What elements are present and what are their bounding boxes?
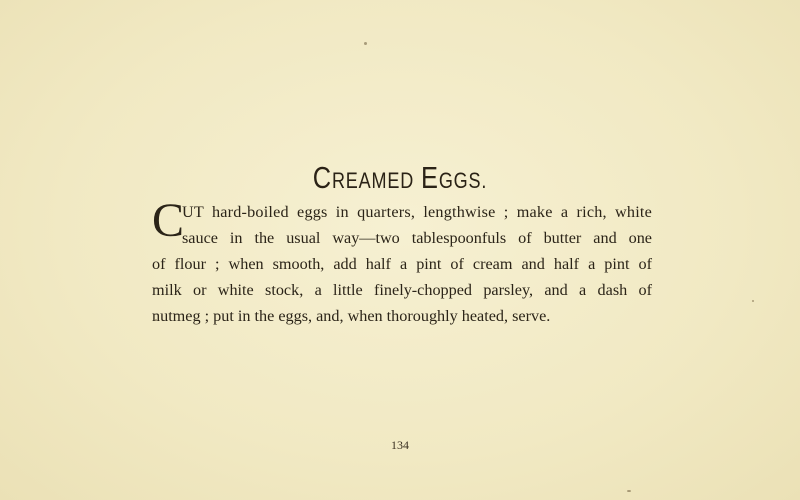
text-line: milk or white stock, a little finely-chopped parsley, and a dash of: [152, 281, 652, 299]
title-initial: E: [421, 160, 439, 195]
paper-speck: [364, 42, 367, 45]
text-line: UT hard-boiled eggs in quarters, lengthwise ; make a rich, white: [182, 203, 652, 221]
title-initial: C: [312, 160, 332, 195]
text-line: nutmeg ; put in the eggs, and, when thoroughly heated, serve.: [152, 307, 551, 325]
recipe-text: [152, 194, 652, 329]
drop-cap: C: [152, 194, 185, 247]
title-smallcaps: REAMED: [331, 168, 415, 193]
text-line: sauce in the usual way—two tablespoonfuls of butter and one: [182, 229, 652, 247]
title-smallcaps: GGS.: [438, 168, 488, 193]
paper-speck: [627, 490, 631, 492]
text-line: of flour ; when smooth, add half a pint of cream and half a pint of: [152, 255, 652, 273]
page-number: 134: [391, 438, 409, 452]
paper-speck: [752, 300, 754, 302]
recipe-title: [72, 160, 728, 196]
